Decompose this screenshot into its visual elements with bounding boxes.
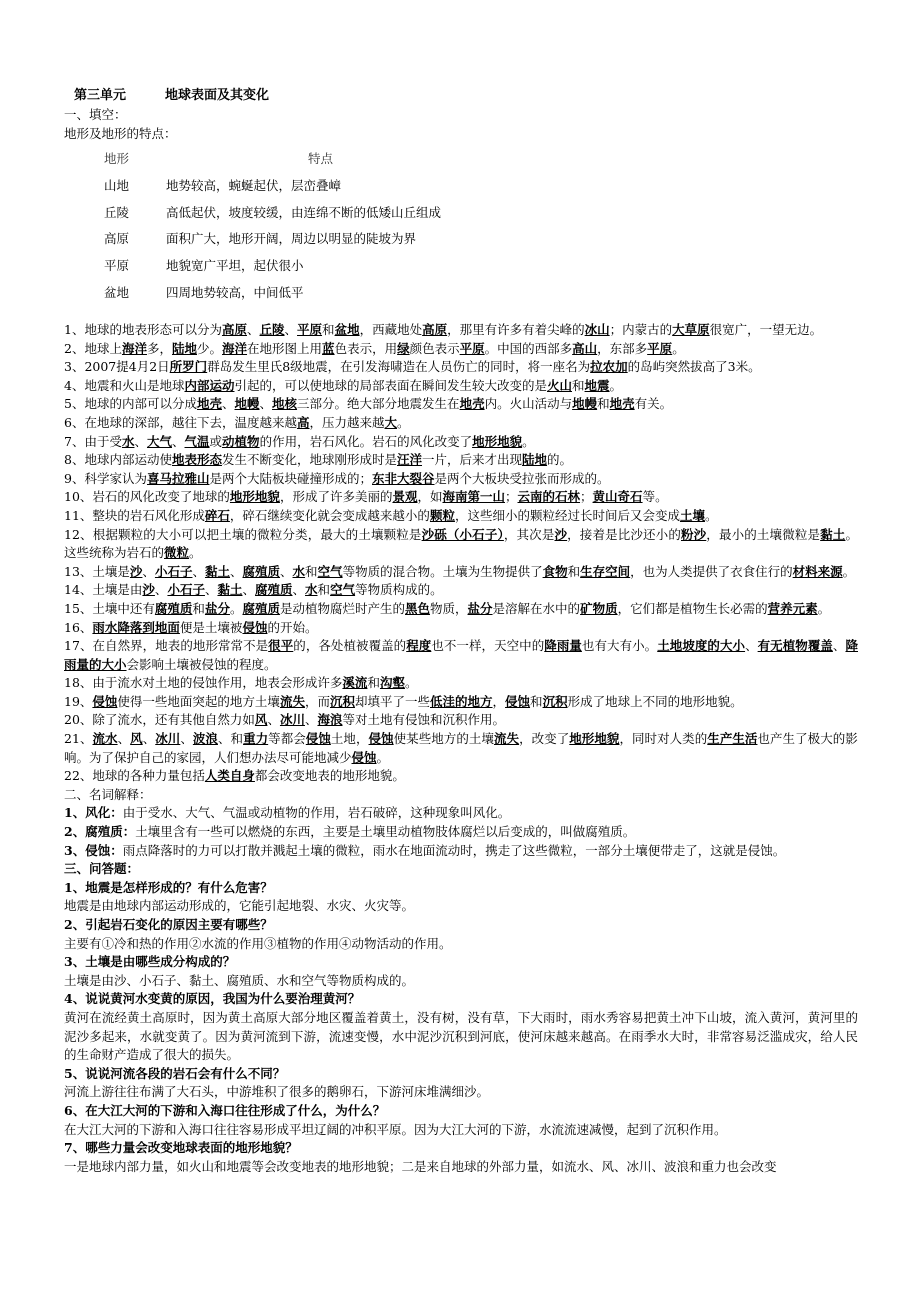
answer-blank: 冰山 [584,322,610,337]
question: 1、地震是怎样形成的？有什么危害？ [64,879,273,895]
answer-blank: 腐殖质 [242,563,281,579]
answer-blank: 高原 [422,322,448,337]
answer-blank: 风 [254,712,268,728]
answer-blank: 空气 [330,582,356,598]
question: 5、说说河流各段的岩石会有什么不同？ [64,1065,286,1081]
answer-blank: 重力 [243,731,269,747]
fill-item: 7、由于受水、大气、气温或动植物的作用，岩石风化。岩石的风化改变了地形地貌。 [64,433,535,449]
terrain-name: 平原 [104,258,130,274]
answer-blank: 黏土 [820,526,846,542]
answer-blank: 波浪 [192,731,218,747]
answer-blank: 平原 [297,322,323,337]
answer-blank: 气温 [184,433,210,449]
fill-item: 17、在自然界，地表的地形常常不是很平的，各处植被覆盖的程度也不一样，天空中的降雨量也有大有小。土地坡度的大小、有无植物覆盖、降雨量的大小会影响土壤被侵蚀的程度。 [64,638,858,672]
terrain-intro: 地形及地形的特点： [64,125,177,141]
answer-blank: 火山 [547,377,573,393]
answer-blank: 程度 [406,638,432,654]
intro-block [64,106,177,143]
answer-blank: 土地坡度的大小 [657,638,746,654]
answer-blank: 营养元素 [767,600,818,616]
answer: 一是地球内部力量，如火山和地震等会改变地表的地形地貌；二是来自地球的外部力量，如流水、风、冰川、波浪和重力也会改变 [64,1158,777,1174]
answer-blank: 景观 [392,489,418,505]
answer-blank: 盆地 [334,322,360,337]
answer: 在大江大河的下游和入海口往往容易形成平坦辽阔的冲积平原。因为大江大河的下游，水流流速减慢，起到了沉积作用。 [64,1121,727,1137]
fill-item: 13、土壤是沙、小石子、黏土、腐殖质、水和空气等物质的混合物。土壤为生物提供了食物和生存空间，也为人类提供了衣食住行的材料来源。 [64,563,856,579]
answer-blank: 海浪 [317,712,343,728]
answer-blank: 侵蚀 [92,693,118,709]
answer-blank: 材料来源 [792,563,843,579]
answer-blank: 小石子 [167,582,205,598]
fill-item: 12、根据颗粒的大小可以把土壤的微粒分类，最大的土壤颗粒是沙砾（小石子），其次是沙，接着是比沙还小的粉沙，最小的土壤微粒是黏土。这些统称为岩石的微粒。 [64,526,858,561]
question: 2、引起岩石变化的原因主要有哪些？ [64,917,273,932]
fill-item: 9、科学家认为喜马拉雅山是两个大陆板块碰撞形成的；东非大裂谷是两个大板块受拉张而形成的。 [64,470,610,486]
terrain-name: 丘陵 [104,204,130,220]
terrain-feature: 四周地势较高，中间低平 [166,284,304,300]
terrain-row [104,284,564,311]
answer-blank: 丘陵 [259,322,285,337]
answer-blank: 沉积 [329,693,355,709]
fill-item: 6、在地球的深部，越往下去，温度越来越高，压力越来越大。 [64,414,410,430]
answer-blank: 大气 [146,433,172,449]
answer-blank: 很平 [268,638,294,654]
answer-blank: 空气 [317,563,343,579]
answer-blank: 黄山奇石 [592,489,643,505]
answer-blank: 高原 [221,322,247,337]
answer-blank: 生存空间 [580,563,631,579]
answer-blank: 地幔 [234,396,260,412]
answer-blank: 地壳 [609,396,635,412]
answer-blank: 海洋 [222,340,248,356]
question: 7、哪些力量会改变地球表面的地形地貌？ [64,1140,298,1156]
main-content [64,321,858,1176]
answer-blank: 流失 [279,693,305,709]
answer-blank: 沙 [554,526,568,542]
answer-blank: 冰川 [155,731,181,747]
terrain-row [104,257,564,284]
answer-blank: 腐殖质 [242,600,280,616]
answer-blank: 腐殖质 [154,600,193,616]
terrain-feature: 地貌宽广平坦，起伏很小 [166,258,304,274]
question: 6、在大江大河的下游和入海口往往形成了什么，为什么？ [64,1102,386,1118]
question: 4、说说黄河水变黄的原因，我国为什么要治理黄河？ [64,991,361,1007]
answer-blank: 侵蚀 [242,619,268,635]
answer-blank: 地壳 [196,396,222,412]
answer-blank: 低洼的地方 [430,693,493,709]
header-features: 特点 [308,151,334,166]
fill-item: 20、除了流水，还有其他自然力如风、冰川、海浪等对土地有侵蚀和沉积作用。 [64,712,506,728]
answer-blank: 小石子 [154,563,193,579]
answer-blank: 平原 [647,340,673,356]
fill-item: 22、地球的各种力量包括人类自身都会改变地表的地形地貌。 [64,768,405,784]
fill-item: 21、流水、风、冰川、波浪、和重力等都会侵蚀土地，侵蚀使某些地方的土壤流失，改变了地形地貌，同时对人类的生产生活也产生了极大的影响。为了保护自己的家园，人们想办法尽可能地减少侵蚀。 [64,731,858,765]
answer-blank: 矿物质 [580,600,618,616]
answer-blank: 风 [130,731,143,747]
answer-blank: 侵蚀 [305,731,331,747]
answer-blank: 沙 [142,582,155,598]
answer-blank: 喜马拉雅山 [146,470,210,486]
answer-blank: 流失 [493,731,520,747]
fill-item: 15、土壤中还有腐殖质和盐分。腐殖质是动植物腐烂时产生的黑色物质，盐分是溶解在水中的矿物质，它们都是植物生长必需的营养元素。 [64,600,831,616]
answer-blank: 汪洋 [397,452,423,468]
answer-blank: 降雨量 [544,638,582,654]
answer-blank: 有无植物覆盖 [757,638,833,654]
answer-blank: 黑色 [405,600,431,616]
answer-blank: 降雨量的大小 [64,638,858,672]
answer-blank: 人类自身 [204,768,255,784]
answer-blank: 地形地貌 [229,489,280,505]
terrain-name: 盆地 [104,284,130,300]
answer-blank: 沙砾（小石子） [421,526,504,542]
answer-blank: 平原 [459,340,485,356]
answer-blank: 陆地 [522,452,548,468]
answer-blank: 雨水降落到地面 [92,619,180,635]
answer-blank: 地形地貌 [472,433,523,449]
answer-blank: 侵蚀 [368,731,394,747]
answer-blank: 蓝 [322,340,335,356]
answer-blank: 海洋 [121,340,147,356]
answer-blank: 东非大裂谷 [372,470,435,486]
fill-item: 1、地球的地表形态可以分为高原、丘陵、平原和盆地，西藏地处高原，那里有许多有着尖峰的冰山；内蒙古的大草原很宽广，一望无边。 [64,322,823,337]
section-heading-terms: 二、名词解释： [64,786,152,802]
fill-item: 4、地震和火山是地球内部运动引起的，可以使地球的局部表面在瞬间发生较大改变的是火山和地震。 [64,377,623,393]
answer-blank: 冰川 [279,712,305,728]
answer-blank: 沙 [129,563,143,579]
fill-item: 10、岩石的风化改变了地球的地形地貌，形成了许多美丽的景观，如海南第一山；云南的石林；黄山奇石等。 [64,489,668,505]
term-definition: 3、侵蚀：雨点降落时的力可以打散并溅起土壤的微粒，雨水在地面流动时，携走了这些微粒，一部分土壤便带走了，这就是侵蚀。 [64,842,786,858]
fill-item: 5、地球的内部可以分成地壳、地幔、地核三部分。绝大部分地震发生在地壳内。火山活动与地幔和地壳有关。 [64,396,673,412]
answer-blank: 所罗门 [169,359,208,375]
answer-blank: 流水 [92,731,118,747]
term-label: 3、侵蚀： [64,842,123,858]
answer-blank: 食物 [542,563,568,579]
unit-title: 第三单元 地球表面及其变化 [74,88,270,103]
answer-blank: 地幔 [572,396,598,412]
answer: 主要有①冷和热的作用②水流的作用③植物的作用④动物活动的作用。 [64,935,452,951]
answer-blank: 大草原 [672,322,710,337]
terrain-row [104,177,564,204]
answer-blank: 微粒 [164,545,190,561]
answer-blank: 腐殖质 [255,582,293,598]
header-terrain: 地形 [104,151,130,166]
terrain-feature: 面积广大，地形开阔，周边以明显的陡坡为界 [166,231,417,247]
term-label: 2、腐殖质： [64,824,136,840]
fill-item: 19、侵蚀使得一些地面突起的地方土壤流失，而沉积却填平了一些低洼的地方，侵蚀和沉积形成了地球上不同的地形地貌。 [64,693,743,709]
section-heading-fill: 一、填空： [64,107,127,122]
terrain-table [104,150,564,311]
fill-item: 8、地球内部运动使地表形态发生不断变化，地球刚形成时是汪洋一片，后来才出现陆地的。 [64,452,573,468]
terrain-feature: 地势较高，蜿蜒起伏，层峦叠嶂 [166,177,342,193]
terrain-name: 高原 [104,231,130,247]
answer-blank: 内部运动 [184,377,235,393]
terrain-row [104,204,564,231]
answer-blank: 地形地貌 [569,731,620,747]
answer-blank: 云南的石林 [517,489,581,505]
answer-blank: 动植物 [222,433,260,449]
answer-blank: 水 [121,433,135,449]
term-definition: 1、风化：由于受水、大气、气温或动植物的作用，岩石破碎，这种现象叫风化。 [64,805,511,821]
answer-blank: 黏土 [217,582,243,598]
answer-blank: 地核 [272,396,298,412]
answer-blank: 侵蚀 [351,749,377,765]
answer-blank: 拉农加 [590,359,628,375]
answer-blank: 高 [296,414,310,430]
answer-blank: 溪流 [342,675,368,691]
term-definition: 2、腐殖质：土壤里含有一些可以燃烧的东西，主要是土壤里动植物肢体腐烂以后变成的，叫做腐殖质。 [64,824,636,840]
fill-item: 3、2007提4月2日所罗门群岛发生里氏8级地震，在引发海啸造在人员伤亡的同时，将一座名为拉农加的岛屿突然拔高了3米。 [64,359,761,375]
answer-blank: 黏土 [204,563,230,579]
fill-item: 16、雨水降落到地面便是土壤被侵蚀的开始。 [64,619,318,635]
answer-blank: 水 [305,582,318,598]
answer-blank: 土壤 [679,507,705,523]
answer-blank: 盐分 [467,600,493,616]
answer-blank: 粉沙 [680,526,707,542]
terrain-table-body [104,177,564,311]
answer-blank: 沉积 [542,693,568,709]
terrain-name: 山地 [104,177,130,193]
fill-item: 18、由于流水对土地的侵蚀作用，地表会形成许多溪流和沟壑。 [64,675,418,691]
answer-blank: 高山 [572,340,598,356]
answer-blank: 陆地 [171,340,197,356]
answer-blank: 侵蚀 [505,693,531,709]
fill-item: 14、土壤是由沙、小石子、黏土、腐殖质、水和空气等物质构成的。 [64,582,443,598]
answer-blank: 盐分 [204,600,230,616]
section-heading-qa: 三、问答题： [64,861,140,877]
answer-blank: 生产生活 [707,731,758,747]
terrain-feature: 高低起伏，坡度较缓，由连绵不断的低矮山丘组成 [166,204,442,220]
answer-blank: 地震 [584,377,610,393]
terrain-table-header [104,150,564,177]
answer-blank: 颗粒 [429,507,455,523]
answer: 河流上游往往布满了大石头，中游堆积了很多的鹅卵石，下游河床堆满细沙。 [64,1084,490,1100]
fill-item: 11、整块的岩石风化形成碎石，碎石继续变化就会变成越来越小的颗粒，这些细小的颗粒经过长时间后又会变成土壤。 [64,507,718,523]
answer-blank: 绿 [397,340,410,356]
answer: 地震是由地球内部运动形成的，它能引起地裂、水灾、火灾等。 [64,898,415,914]
answer-blank: 海南第一山 [442,489,505,505]
answer-blank: 沟壑 [379,675,405,691]
answer: 土壤是由沙、小石子、黏土、腐殖质、水和空气等物质构成的。 [64,972,415,988]
answer-blank: 碎石 [204,507,230,523]
question: 3、土壤是由哪些成分构成的？ [64,954,236,970]
answer-blank: 大 [384,414,398,430]
answer-blank: 地表形态 [171,452,222,468]
term-label: 1、风化： [64,805,123,821]
answer-blank: 地壳 [459,396,485,412]
terrain-row [104,230,564,257]
answer-blank: 水 [292,563,306,579]
answer: 黄河在流经黄土高原时，因为黄土高原大部分地区覆盖着黄土，没有树，没有草，下大雨时，雨水秀容易把黄土冲下山坡，流入黄河，黄河里的泥沙多起来，水就变黄了。因为黄河流到下游，流速变慢，水中泥沙沉积到河底，使河床越来越高。在雨季水大时，非常容易泛滥成灾，给人民的生命财产造成了很大的损失。 [64,1009,858,1063]
fill-item: 2、地球上海洋多，陆地少。海洋在地形图上用蓝色表示，用绿颜色表示平原。中国的西部多高山，东部多平原。 [64,340,685,356]
